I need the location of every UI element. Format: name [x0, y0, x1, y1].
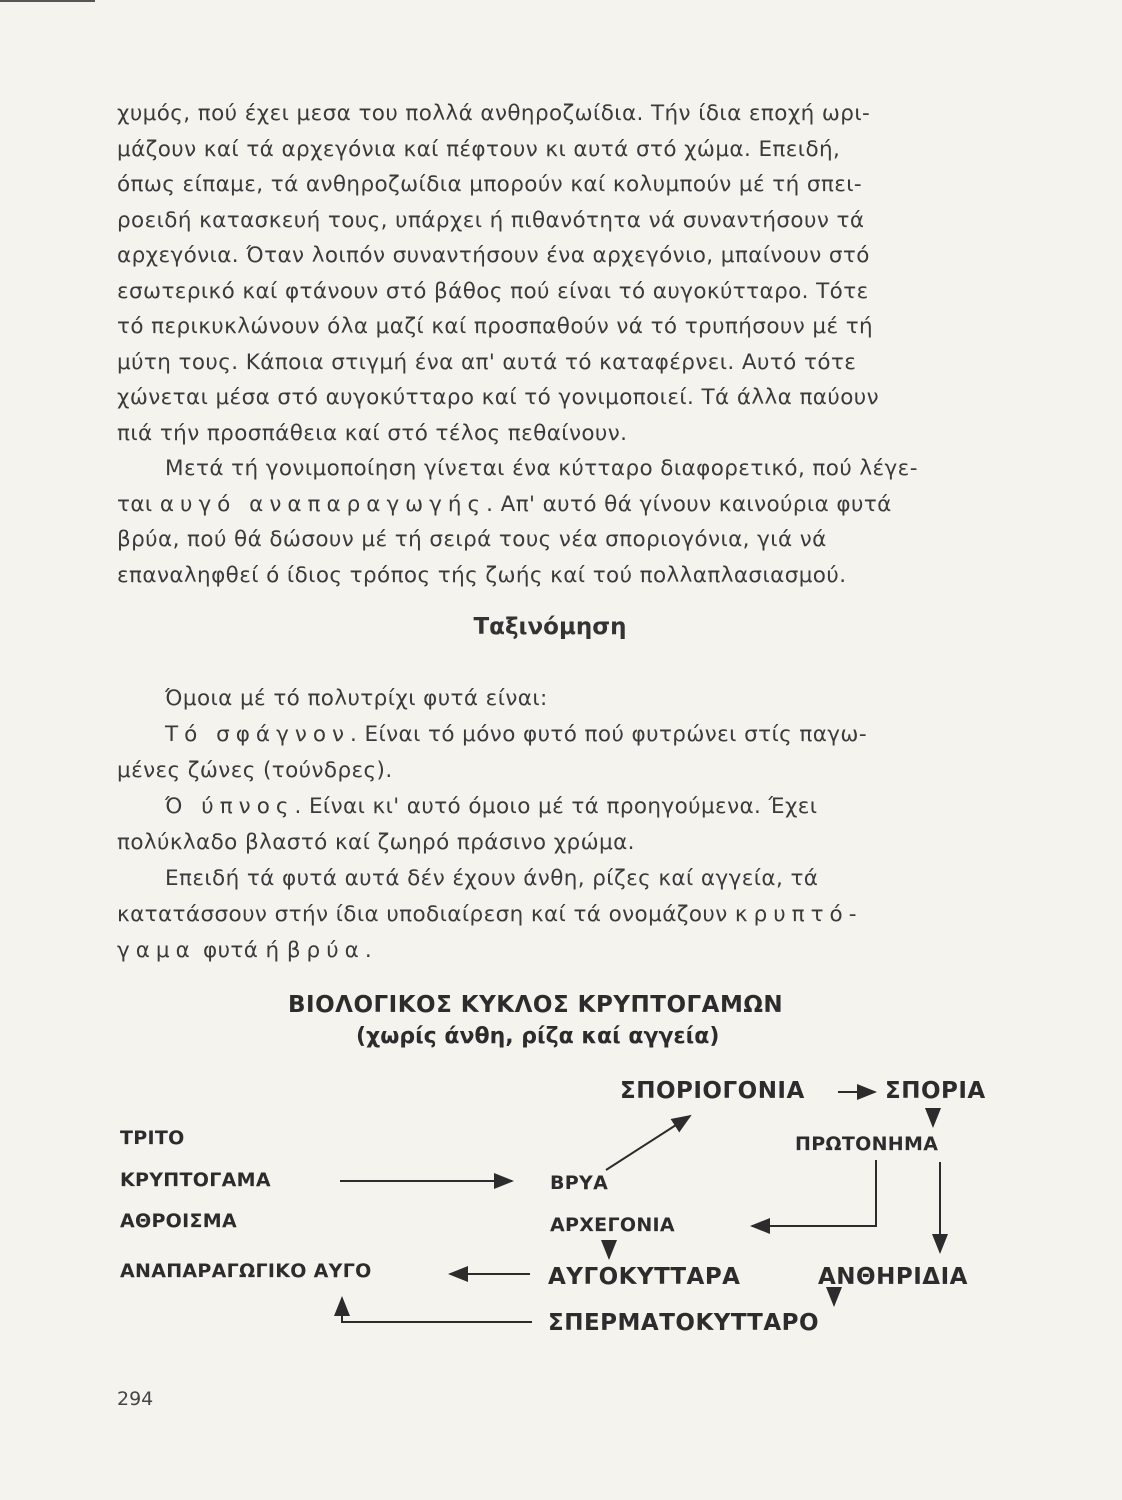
text-line: Επειδή τά φυτά αυτά δέν έχουν άνθη, ρίζες καί αγγεία, τά [165, 866, 819, 891]
label-protonima: ΠΡΩΤΟΝΗΜΑ [795, 1133, 939, 1155]
text-line: μένες ζώνες (τούνδρες). [117, 758, 393, 783]
text-span: φυτά ή [195, 938, 287, 963]
text-span: ται [117, 491, 160, 517]
label-spermatokyttaro: ΣΠΕΡΜΑΤΟΚΥΤΤΑΡΟ [548, 1310, 820, 1336]
label-athroisma: ΑΘΡΟΙΣΜΑ [120, 1210, 237, 1232]
label-archegonia: ΑΡΧΕΓΟΝΙΑ [550, 1214, 675, 1236]
label-sporia: ΣΠΟΡΙΑ [885, 1078, 986, 1104]
text-line: Όμοια μέ τό πολυτρίχι φυτά είναι: [165, 686, 548, 711]
page-number: 294 [117, 1388, 154, 1410]
text-line: πιά τήν προσπάθεια καί στό τέλος πεθαίνουν. [117, 420, 628, 446]
diagram-subtitle: (χωρίς άνθη, ρίζα καί αγγεία) [356, 1024, 720, 1049]
text-span: . Είναι τό μόνο φυτό πού φυτρώνει στίς παγω- [350, 722, 867, 747]
text-line: μάζουν καί τά αρχεγόνια καί πέφτουν κι αυτά στό χώμα. Επειδή, [117, 136, 841, 162]
text-line: όπως είπαμε, τά ανθηροζωίδια μπορούν καί κολυμπούν μέ τή σπει- [117, 172, 863, 197]
text-span: . Είναι κι' αυτό όμοιο μέ τά προηγούμενα. Έχει [294, 794, 818, 819]
text-line: μύτη τους. Κάποια στιγμή ένα απ' αυτά τό καταφέρνει. Αυτό τότε [117, 349, 857, 375]
label-trito: ΤΡΙΤΟ [120, 1127, 185, 1149]
spaced-term: κρυπτό- [734, 902, 863, 927]
diagram-title: ΒΙΟΛΟΓΙΚΟΣ ΚΥΚΛΟΣ ΚΡΥΠΤΟΓΑΜΩΝ [288, 992, 784, 1018]
text-span: κατατάσσουν στήν ίδια υποδιαίρεση καί τά ονομάζουν [117, 902, 735, 927]
spaced-term: Τό σφάγνον [165, 722, 351, 747]
spaced-term: γαμα [117, 938, 196, 963]
arrow-spermatokyttaro-avgo [342, 1298, 532, 1322]
text-line: ροειδή κατασκευή τους, υπάρχει ή πιθανότητα νά συναντήσουν τά [117, 207, 865, 233]
text-line: πολύκλαδο βλαστό καί ζωηρό πράσινο χρώμα. [117, 830, 635, 855]
text-line: τό περικυκλώνουν όλα μαζί καί προσπαθούν νά τό τρυπήσουν μέ τή [117, 314, 874, 339]
text-span: . Απ' αυτό θά γίνουν καινούρια φυτά [486, 491, 892, 517]
text-span: . [364, 938, 373, 963]
spaced-term: αυγό αναπαραγωγής [159, 491, 487, 517]
label-anaparagogiko-avgo: ΑΝΑΠΑΡΑΓΩΓΙΚΟ ΑΥΓΟ [120, 1260, 372, 1282]
label-vrya: ΒΡΥΑ [550, 1172, 609, 1194]
label-sporiogonia: ΣΠΟΡΙΟΓΟΝΙΑ [620, 1078, 805, 1104]
text-line: χυμός, πού έχει μεσα του πολλά ανθηροζωίδια. Τήν ίδια εποχή ωρι- [117, 101, 871, 126]
text-line: επαναληφθεί ό ίδιος τρόπος τής ζωής καί τού πολλαπλασιασμού. [117, 562, 847, 588]
spaced-term: Ό ύπνος [165, 794, 295, 819]
spaced-term: βρύα [286, 938, 365, 963]
text-line: εσωτερικό καί φτάνουν στό βάθος πού είναι τό αυγοκύτταρο. Τότε [117, 278, 869, 304]
text-line: χώνεται μέσα στό αυγοκύτταρο καί τό γονιμοποιεί. Τά άλλα παύουν [117, 385, 880, 410]
section-heading: Ταξινόμηση [473, 614, 627, 640]
text-line: βρύα, πού θά δώσουν μέ τή σειρά τους νέα σποριογόνια, γιά νά [117, 527, 827, 552]
label-kryptogama: ΚΡΥΠΤΟΓΑΜΑ [120, 1169, 271, 1191]
arrow-vrya-sporiogonia [606, 1116, 690, 1170]
text-line: αρχεγόνια. Όταν λοιπόν συναντήσουν ένα αρχεγόνιο, μπαίνουν στό [117, 243, 870, 268]
label-avgokyttara: ΑΥΓΟΚΥΤΤΑΡΑ [548, 1264, 741, 1290]
label-anthiridia: ΑΝΘΗΡΙΔΙΑ [818, 1264, 968, 1290]
text-line: Μετά τή γονιμοποίηση γίνεται ένα κύτταρο διαφορετικό, πού λέγε- [165, 456, 918, 481]
arrow-protonima-archegonia [752, 1160, 876, 1226]
